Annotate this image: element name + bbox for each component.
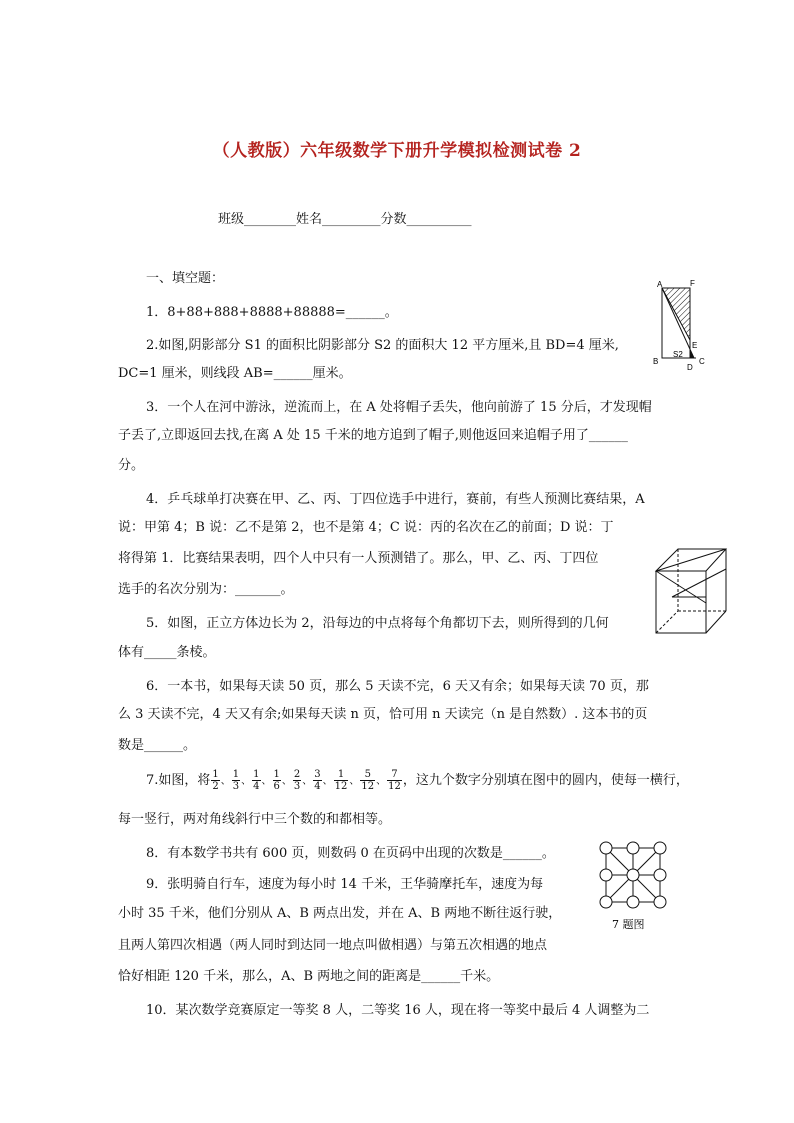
question-4-line-2: 说：甲第 4；B 说：乙不是第 2，也不是第 4；C 说：丙的名次在乙的前面；D 说：丁	[118, 520, 614, 535]
question-2-line-2: DC=1 厘米，则线段 AB=______厘米。	[118, 366, 352, 381]
fraction	[293, 769, 301, 792]
q7-figure	[590, 836, 680, 936]
question-9-line-3: 且两人第四次相遇（两人同时到达同一地点叫做相遇）与第五次相遇的地点	[118, 938, 548, 953]
question-8: 8．有本数学书共有 600 页，则数码 0 在页码中出现的次数是______。	[146, 846, 555, 861]
label-c: C	[699, 357, 705, 366]
q7-caption: 7 题图	[612, 918, 645, 931]
fraction	[360, 769, 375, 792]
question-2-line-1: 2.如图,阴影部分 S1 的面积比阴影部分 S2 的面积大 12 平方厘米,且 BD=4 厘米,	[146, 338, 619, 353]
fraction	[387, 769, 402, 792]
q2-figure	[650, 278, 712, 372]
question-7-line-1	[146, 768, 689, 795]
question-4-line-4: 选手的名次分别为：_______。	[118, 582, 294, 597]
fraction-denominator: 4	[314, 781, 321, 792]
question-5-line-1: 5．如图，正立方体边长为 2，沿每边的中点将每个角都切下去，则所得到的几何	[146, 616, 609, 631]
fraction-numerator: 1	[334, 769, 349, 781]
fraction-denominator: 3	[293, 781, 301, 792]
question-10-line-1: 10．某次数学竞赛原定一等奖 8 人，二等奖 16 人，现在将一等奖中最后 4 人调整为二	[146, 1003, 650, 1018]
fraction-separator: 、	[220, 776, 231, 787]
label-e: E	[692, 341, 698, 350]
label-s2: S2	[673, 350, 683, 359]
question-7-suffix: ，这九个数字分别填在图中的圆内，使每一横行，	[402, 773, 689, 788]
question-6-line-3: 数是______。	[118, 738, 197, 753]
fraction-numerator: 1	[232, 769, 240, 780]
question-9-line-2: 小时 35 千米，他们分别从 A、B 两点出发，并在 A、B 两地不断往返行驶，	[118, 906, 562, 921]
fraction	[211, 769, 219, 792]
question-5-line-2: 体有_____条棱。	[118, 645, 216, 660]
question-3-line-3: 分。	[118, 458, 145, 473]
fraction-separator: 、	[376, 776, 387, 787]
fraction-denominator: 6	[273, 781, 280, 792]
question-1: 1．8+88+888+8888+88888=______。	[146, 305, 398, 320]
fraction	[313, 769, 321, 792]
fraction-denominator: 12	[388, 781, 401, 792]
fraction-denominator: 2	[212, 781, 219, 792]
label-f: F	[690, 279, 695, 288]
question-6-line-1: 6．一本书，如果每天读 50 页，那么 5 天读不完，6 天又有余；如果每天读 70 页，那	[146, 679, 649, 694]
fraction-denominator: 12	[334, 781, 348, 792]
question-6-line-2: 么 3 天读不完，4 天又有余;如果每天读 n 页，恰可用 n 天读完（n 是自然数）. 这本书的页	[118, 707, 648, 722]
question-9-line-1: 9．张明骑自行车，速度为每小时 14 千米，王华骑摩托车，速度为每	[146, 877, 544, 892]
fraction	[334, 769, 349, 792]
fraction-separator: 、	[281, 776, 292, 787]
label-d: D	[687, 363, 693, 372]
question-7-line-2: 每一竖行，两对角线斜行中三个数的和都相等。	[118, 812, 392, 827]
page-title: （人教版）六年级数学下册升学模拟检测试卷 2	[212, 141, 582, 161]
fraction-numerator: 1	[273, 769, 280, 780]
question-4-line-1: 4．乒乓球单打决赛在甲、乙、丙、丁四位选手中进行，赛前，有些人预测比赛结果，A	[146, 492, 645, 507]
fraction-separator: 、	[241, 776, 252, 787]
question-3-line-1: 3．一个人在河中游泳，逆流而上，在 A 处将帽子丢失，他向前游了 15 分后，才发现帽	[146, 400, 652, 415]
fraction-numerator: 2	[293, 769, 301, 780]
fraction-numerator: 1	[212, 769, 219, 780]
question-9-line-4: 恰好相距 120 千米，那么，A、B 两地之间的距离是______千米。	[118, 969, 500, 984]
fraction-separator: 、	[322, 776, 333, 787]
cube-figure	[652, 545, 730, 639]
fraction-numerator: 3	[314, 769, 321, 780]
fraction-numerator: 1	[253, 769, 260, 780]
fraction-separator: 、	[302, 776, 313, 787]
fraction-numerator: 5	[360, 769, 375, 781]
header-fields: 班级________姓名_________分数__________	[218, 212, 472, 227]
fraction-denominator: 3	[232, 781, 240, 792]
question-4-line-3: 将得第 1．比赛结果表明，四个人中只有一人预测错了。那么，甲、乙、丙、丁四位	[118, 551, 599, 566]
fraction-numerator: 7	[387, 769, 402, 781]
fraction-list	[210, 769, 402, 792]
fraction	[252, 769, 260, 792]
q2-shade-s1	[662, 288, 690, 340]
fraction	[273, 769, 281, 792]
fraction-separator: 、	[261, 776, 272, 787]
fraction-denominator: 12	[361, 781, 375, 792]
label-a: A	[657, 280, 663, 289]
fraction-denominator: 4	[253, 781, 260, 792]
fraction-separator: 、	[349, 776, 360, 787]
question-3-line-2: 子丢了,立即返回去找,在离 A 处 15 千米的地方追到了帽子,则他返回来追帽子用了______	[118, 428, 628, 443]
question-7-prefix: 7.如图，将	[146, 773, 211, 788]
section-heading: 一、填空题：	[146, 271, 225, 286]
fraction	[232, 769, 240, 792]
label-b: B	[653, 357, 659, 366]
